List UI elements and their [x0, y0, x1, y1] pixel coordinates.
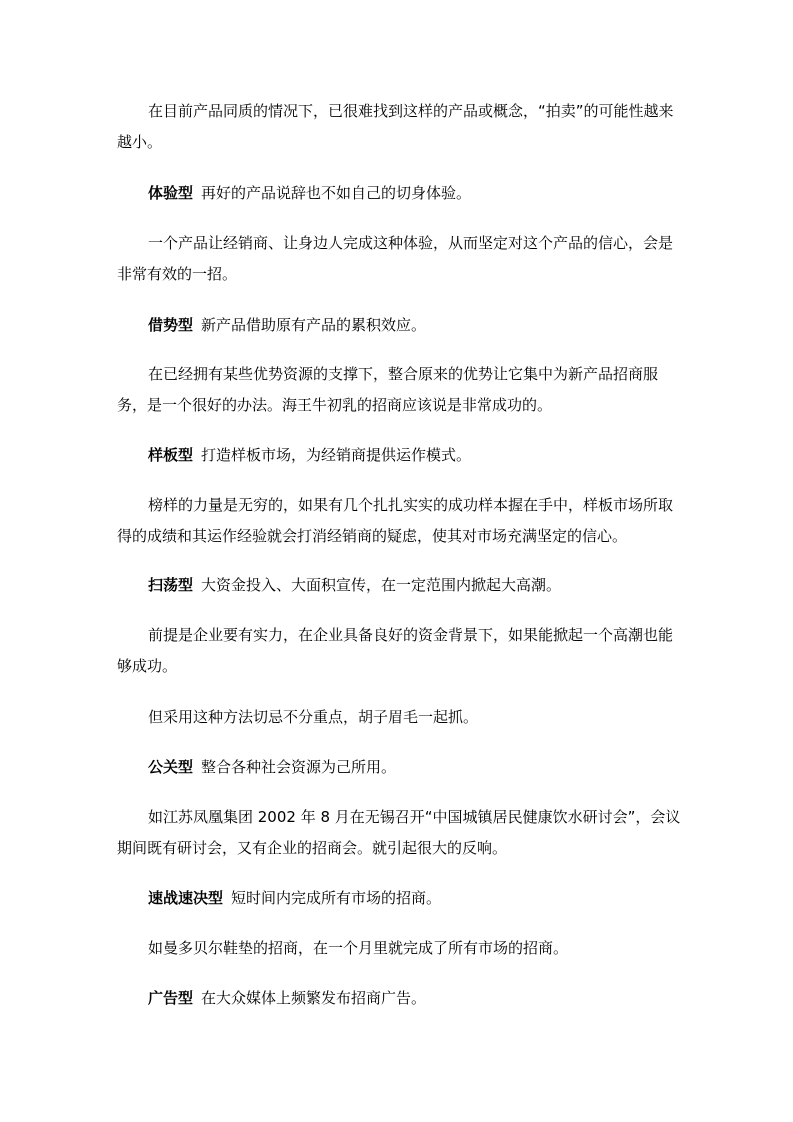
section-heading	[117, 752, 685, 783]
section-heading	[117, 983, 685, 1014]
heading-description: 新产品借助原有产品的累积效应。	[201, 316, 427, 334]
heading-description: 整合各种社会资源为己所用。	[201, 758, 397, 776]
heading-description: 在大众媒体上频繁发布招商广告。	[201, 989, 427, 1007]
heading-description: 打造样板市场，为经销商提供运作模式。	[201, 446, 472, 464]
heading-term: 借势型	[148, 316, 194, 334]
paragraph-text: 前提是企业要有实力，在企业具备良好的资金背景下，如果能掀起一个高潮也能够成功。	[117, 626, 674, 675]
paragraph-text: 榜样的力量是无穷的，如果有几个扎扎实实的成功样本握在手中，样板市场所取得的成绩和其运作经验就会打消经销商的疑虑，使其对市场充满坚定的信心。	[117, 496, 674, 545]
heading-description: 再好的产品说辞也不如自己的切身体验。	[201, 184, 472, 202]
heading-description: 大资金投入、大面积宣传，在一定范围内掀起大高潮。	[201, 576, 562, 594]
heading-term: 公关型	[148, 758, 194, 776]
paragraph	[117, 802, 685, 864]
paragraph	[117, 359, 685, 421]
paragraph-text: 一个产品让经销商、让身边人完成这种体验，从而坚定对这个产品的信心，会是非常有效的一招。	[117, 234, 674, 283]
paragraph	[117, 620, 685, 682]
heading-term: 扫荡型	[148, 576, 194, 594]
paragraph-text: 如曼多贝尔鞋垫的招商，在一个月里就完成了所有市场的招商。	[148, 939, 569, 957]
paragraph	[117, 96, 685, 158]
heading-term: 样板型	[148, 446, 194, 464]
section-heading	[117, 440, 685, 471]
paragraph	[117, 490, 685, 552]
heading-term: 广告型	[148, 989, 194, 1007]
section-heading	[117, 310, 685, 341]
paragraph-text: 但采用这种方法切忌不分重点，胡子眉毛一起抓。	[148, 708, 479, 726]
heading-description: 短时间内完成所有市场的招商。	[231, 889, 442, 907]
heading-term: 速战速决型	[148, 889, 224, 907]
heading-term: 体验型	[148, 184, 194, 202]
paragraph-text: 在目前产品同质的情况下，已很难找到这样的产品或概念，“拍卖”的可能性越来越小。	[117, 102, 674, 151]
section-heading	[117, 570, 685, 601]
paragraph	[117, 702, 685, 733]
paragraph-text: 如江苏凤凰集团 2002 年 8 月在无锡召开“中国城镇居民健康饮水研讨会”，会议期间既有研讨会，又有企业的招商会。就引起很大的反响。	[117, 808, 681, 857]
paragraph	[117, 228, 685, 290]
section-heading	[117, 178, 685, 209]
section-heading	[117, 883, 685, 914]
paragraph	[117, 933, 685, 964]
paragraph-text: 在已经拥有某些优势资源的支撑下，整合原来的优势让它集中为新产品招商服务，是一个很好的办法。海王牛初乳的招商应该说是非常成功的。	[117, 365, 659, 414]
